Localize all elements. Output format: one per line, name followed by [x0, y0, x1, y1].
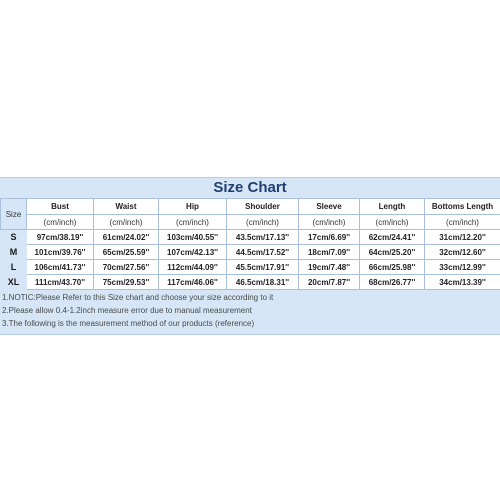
table-cell: 32cm/12.60'': [425, 245, 500, 260]
table-cell: 33cm/12.99'': [425, 260, 500, 275]
table-cell: 117cm/46.06'': [159, 275, 227, 290]
table-cell: 70cm/27.56'': [94, 260, 159, 275]
table-cell: 43.5cm/17.13'': [227, 230, 299, 245]
table-row: [1, 275, 500, 290]
table-cell: 106cm/41.73'': [27, 260, 94, 275]
size-column-header: Size: [1, 199, 27, 230]
unit-label: (cm/inch): [360, 215, 425, 230]
table-cell: 64cm/25.20'': [360, 245, 425, 260]
chart-title: Size Chart: [213, 179, 287, 196]
column-header-length: Length: [360, 199, 425, 215]
unit-label: (cm/inch): [227, 215, 299, 230]
unit-label: (cm/inch): [94, 215, 159, 230]
size-table: [0, 198, 500, 290]
table-row: [1, 245, 500, 260]
table-cell: 62cm/24.41'': [360, 230, 425, 245]
size-label: L: [1, 260, 27, 275]
size-label: XL: [1, 275, 27, 290]
table-cell: 46.5cm/18.31'': [227, 275, 299, 290]
column-header-sleeve: Sleeve: [299, 199, 360, 215]
header-row: [1, 199, 500, 215]
unit-label: (cm/inch): [159, 215, 227, 230]
unit-label: (cm/inch): [425, 215, 500, 230]
table-row: [1, 230, 500, 245]
table-cell: 19cm/7.48'': [299, 260, 360, 275]
table-cell: 103cm/40.55'': [159, 230, 227, 245]
table-cell: 75cm/29.53'': [94, 275, 159, 290]
size-chart-panel: [0, 177, 500, 335]
table-cell: 107cm/42.13'': [159, 245, 227, 260]
table-cell: 101cm/39.76'': [27, 245, 94, 260]
note-line: 1.NOTIC:Please Refer to this Size chart and choose your size according to it: [2, 293, 274, 302]
column-header-bottoms-length: Bottoms Length: [425, 199, 500, 215]
table-cell: 20cm/7.87'': [299, 275, 360, 290]
table-cell: 97cm/38.19'': [27, 230, 94, 245]
table-cell: 18cm/7.09'': [299, 245, 360, 260]
table-cell: 17cm/6.69'': [299, 230, 360, 245]
table-cell: 66cm/25.98'': [360, 260, 425, 275]
column-header-waist: Waist: [94, 199, 159, 215]
unit-label: (cm/inch): [27, 215, 94, 230]
table-cell: 111cm/43.70'': [27, 275, 94, 290]
table-row: [1, 260, 500, 275]
table-cell: 112cm/44.09'': [159, 260, 227, 275]
column-header-bust: Bust: [27, 199, 94, 215]
unit-label: (cm/inch): [299, 215, 360, 230]
table-cell: 65cm/25.59'': [94, 245, 159, 260]
size-label: S: [1, 230, 27, 245]
note-line: 3.The following is the measurement method of our products (reference): [2, 319, 255, 328]
table-cell: 44.5cm/17.52'': [227, 245, 299, 260]
table-cell: 34cm/13.39'': [425, 275, 500, 290]
size-label: M: [1, 245, 27, 260]
note-line: 2.Please allow 0.4-1.2inch measure error due to manual measurement: [2, 306, 252, 315]
table-cell: 31cm/12.20'': [425, 230, 500, 245]
table-cell: 45.5cm/17.91'': [227, 260, 299, 275]
column-header-shoulder: Shoulder: [227, 199, 299, 215]
column-header-hip: Hip: [159, 199, 227, 215]
table-cell: 68cm/26.77'': [360, 275, 425, 290]
notes: [0, 291, 500, 330]
units-row: [1, 215, 500, 230]
table-cell: 61cm/24.02'': [94, 230, 159, 245]
